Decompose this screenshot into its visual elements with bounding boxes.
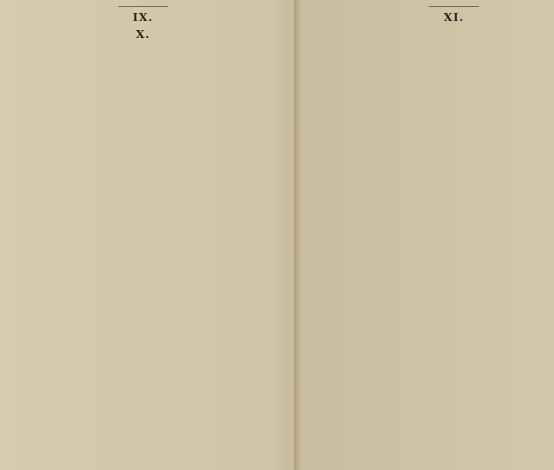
section-divider (429, 6, 479, 7)
section-heading-xi: XI. (443, 11, 465, 24)
section-divider (118, 6, 168, 7)
right-column (298, 0, 554, 470)
section-heading-x: X. (135, 28, 151, 42)
section-heading-ix: IX. (132, 11, 154, 24)
